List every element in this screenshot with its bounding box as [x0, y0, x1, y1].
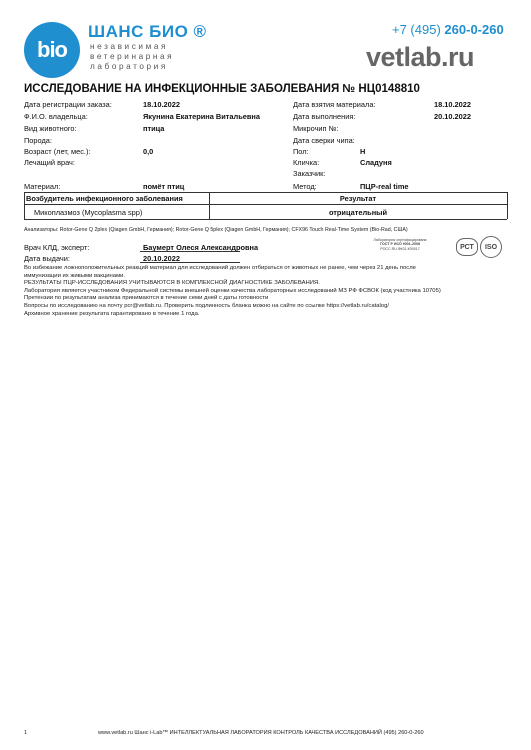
result-cell: отрицательный: [328, 208, 388, 217]
method-label: Метод:: [293, 182, 317, 191]
note-line: РЕЗУЛЬТАТЫ ПЦР-ИССЛЕДОВАНИЯ УЧИТЫВАЮТСЯ В КОМПЛЕКСНОЙ ДИАГНОСТИКЕ ЗАБОЛЕВАНИЯ.: [24, 280, 320, 287]
note-line: Вопросы по исследованию на почту pcr@vetlab.ru. Проверить подлинность бланка можно на сайте по ссылке https://vetlab.ru/catalog/: [24, 302, 389, 309]
field-label: Заказчик:: [293, 169, 326, 178]
page-number: 1: [24, 730, 28, 736]
field-value: 18.10.2022: [434, 100, 471, 109]
field-label: Вид животного:: [24, 124, 77, 133]
field-value: 18.10.2022: [143, 100, 180, 109]
expert-label: Врач КЛД, эксперт:: [24, 243, 90, 252]
field-value: Н: [360, 147, 366, 156]
phone-number: 260-0-260: [444, 22, 504, 37]
note-line: иммунизации их живыми вакцинами.: [24, 272, 126, 279]
footer-text: www.vetlab.ru Шанс i-Lab™ ИНТЕЛЛЕКТУАЛЬНАЯ ЛАБОРАТОРИЯ КОНТРОЛЬ КАЧЕСТВА ИССЛЕДОВАНИЙ (495) 260-0-260: [98, 730, 424, 736]
field-label: Дата выполнения:: [293, 112, 356, 121]
field-label: Возраст (лет, мес.):: [24, 147, 91, 156]
stamp-line-3: РОСС RU.ФК01.К00017: [380, 246, 420, 251]
notes: [24, 265, 514, 318]
issue-date-label: Дата выдачи:: [24, 254, 70, 263]
field-label: Кличка:: [293, 158, 320, 167]
brand-subtitle-1: независимая: [90, 42, 169, 51]
note-line: Архивное хранение результата гарантировано в течение 1 года.: [24, 310, 200, 317]
field-value: Якунина Екатерина Витальевна: [143, 112, 260, 121]
method-value: ПЦР-real time: [360, 182, 409, 191]
brand-name: ШАНС БИО ®: [88, 22, 207, 41]
field-value: Сладуня: [360, 158, 392, 167]
brand-subtitle-3: лаборатория: [90, 62, 168, 71]
field-label: Пол:: [293, 147, 309, 156]
field-value: птица: [143, 124, 165, 133]
results-table: [24, 192, 507, 220]
field-label: Микрочип №:: [293, 124, 339, 133]
issue-date-value: 20.10.2022: [143, 254, 180, 263]
field-label: Дата сверки чипа:: [293, 136, 355, 145]
logo-icon: [24, 22, 80, 78]
field-label: Порода:: [24, 136, 52, 145]
gost-cert-icon: РСТ: [456, 238, 478, 256]
expert-name: Баумерт Олеся Александровна: [143, 243, 259, 252]
material-label: Материал:: [24, 182, 61, 191]
field-label: Ф.И.О. владельца:: [24, 112, 88, 121]
pathogen-cell: Микоплазмоз (Mycoplasma spp): [34, 208, 143, 217]
stamp-line-1: Лаборатория сертифицирована: [373, 238, 427, 242]
certification-stamp: [360, 238, 440, 251]
iso-seal-icon: ISO: [480, 236, 502, 258]
table-header-pathogen: Возбудитель инфекционного заболевания: [26, 194, 183, 203]
material-value: помёт птиц: [143, 182, 185, 191]
field-label: Дата регистрации заказа:: [24, 100, 112, 109]
note-line: Претензии по результатам анализа принимаются в течение семи дней с даты готовности: [24, 295, 269, 302]
field-value: 20.10.2022: [434, 112, 471, 121]
note-line: Лаборатория является участником Федеральной системы внешней оценки качества лабораторных исследований МЗ РФ ФСВОК (код участника 10705): [24, 287, 441, 294]
field-label: Дата взятия материала:: [293, 100, 376, 109]
phone-prefix: +7 (495): [392, 22, 441, 37]
website-link[interactable]: vetlab.ru: [366, 42, 475, 72]
table-header-result: Результат: [339, 194, 377, 203]
brand-subtitle-2: ветеринарная: [90, 52, 175, 61]
stamp-line-2: ГОСТ Р ИСО 9001-2008: [380, 242, 420, 247]
page-title: ИССЛЕДОВАНИЕ НА ИНФЕКЦИОННЫЕ ЗАБОЛЕВАНИЯ № НЦ0148810: [24, 83, 420, 95]
field-value: 0,0: [143, 147, 154, 156]
analyzers-text: Анализаторы: Rotor-Gene Q 2plex (Qiagen GmbH, Германия); Rotor-Gene Q 5plex (Qiagen GmbH, Германия); CFX96 Touch Real-Time System (Bio-Rad, США): [24, 227, 408, 233]
logo-text: bio: [37, 37, 67, 62]
phone: [392, 22, 504, 37]
field-label: Лечащий врач:: [24, 158, 75, 167]
note-line: Во избежание ложноположительных реакций материал для исследований должен отбираться от животных не ранее, чем через 21 день после: [24, 265, 416, 271]
